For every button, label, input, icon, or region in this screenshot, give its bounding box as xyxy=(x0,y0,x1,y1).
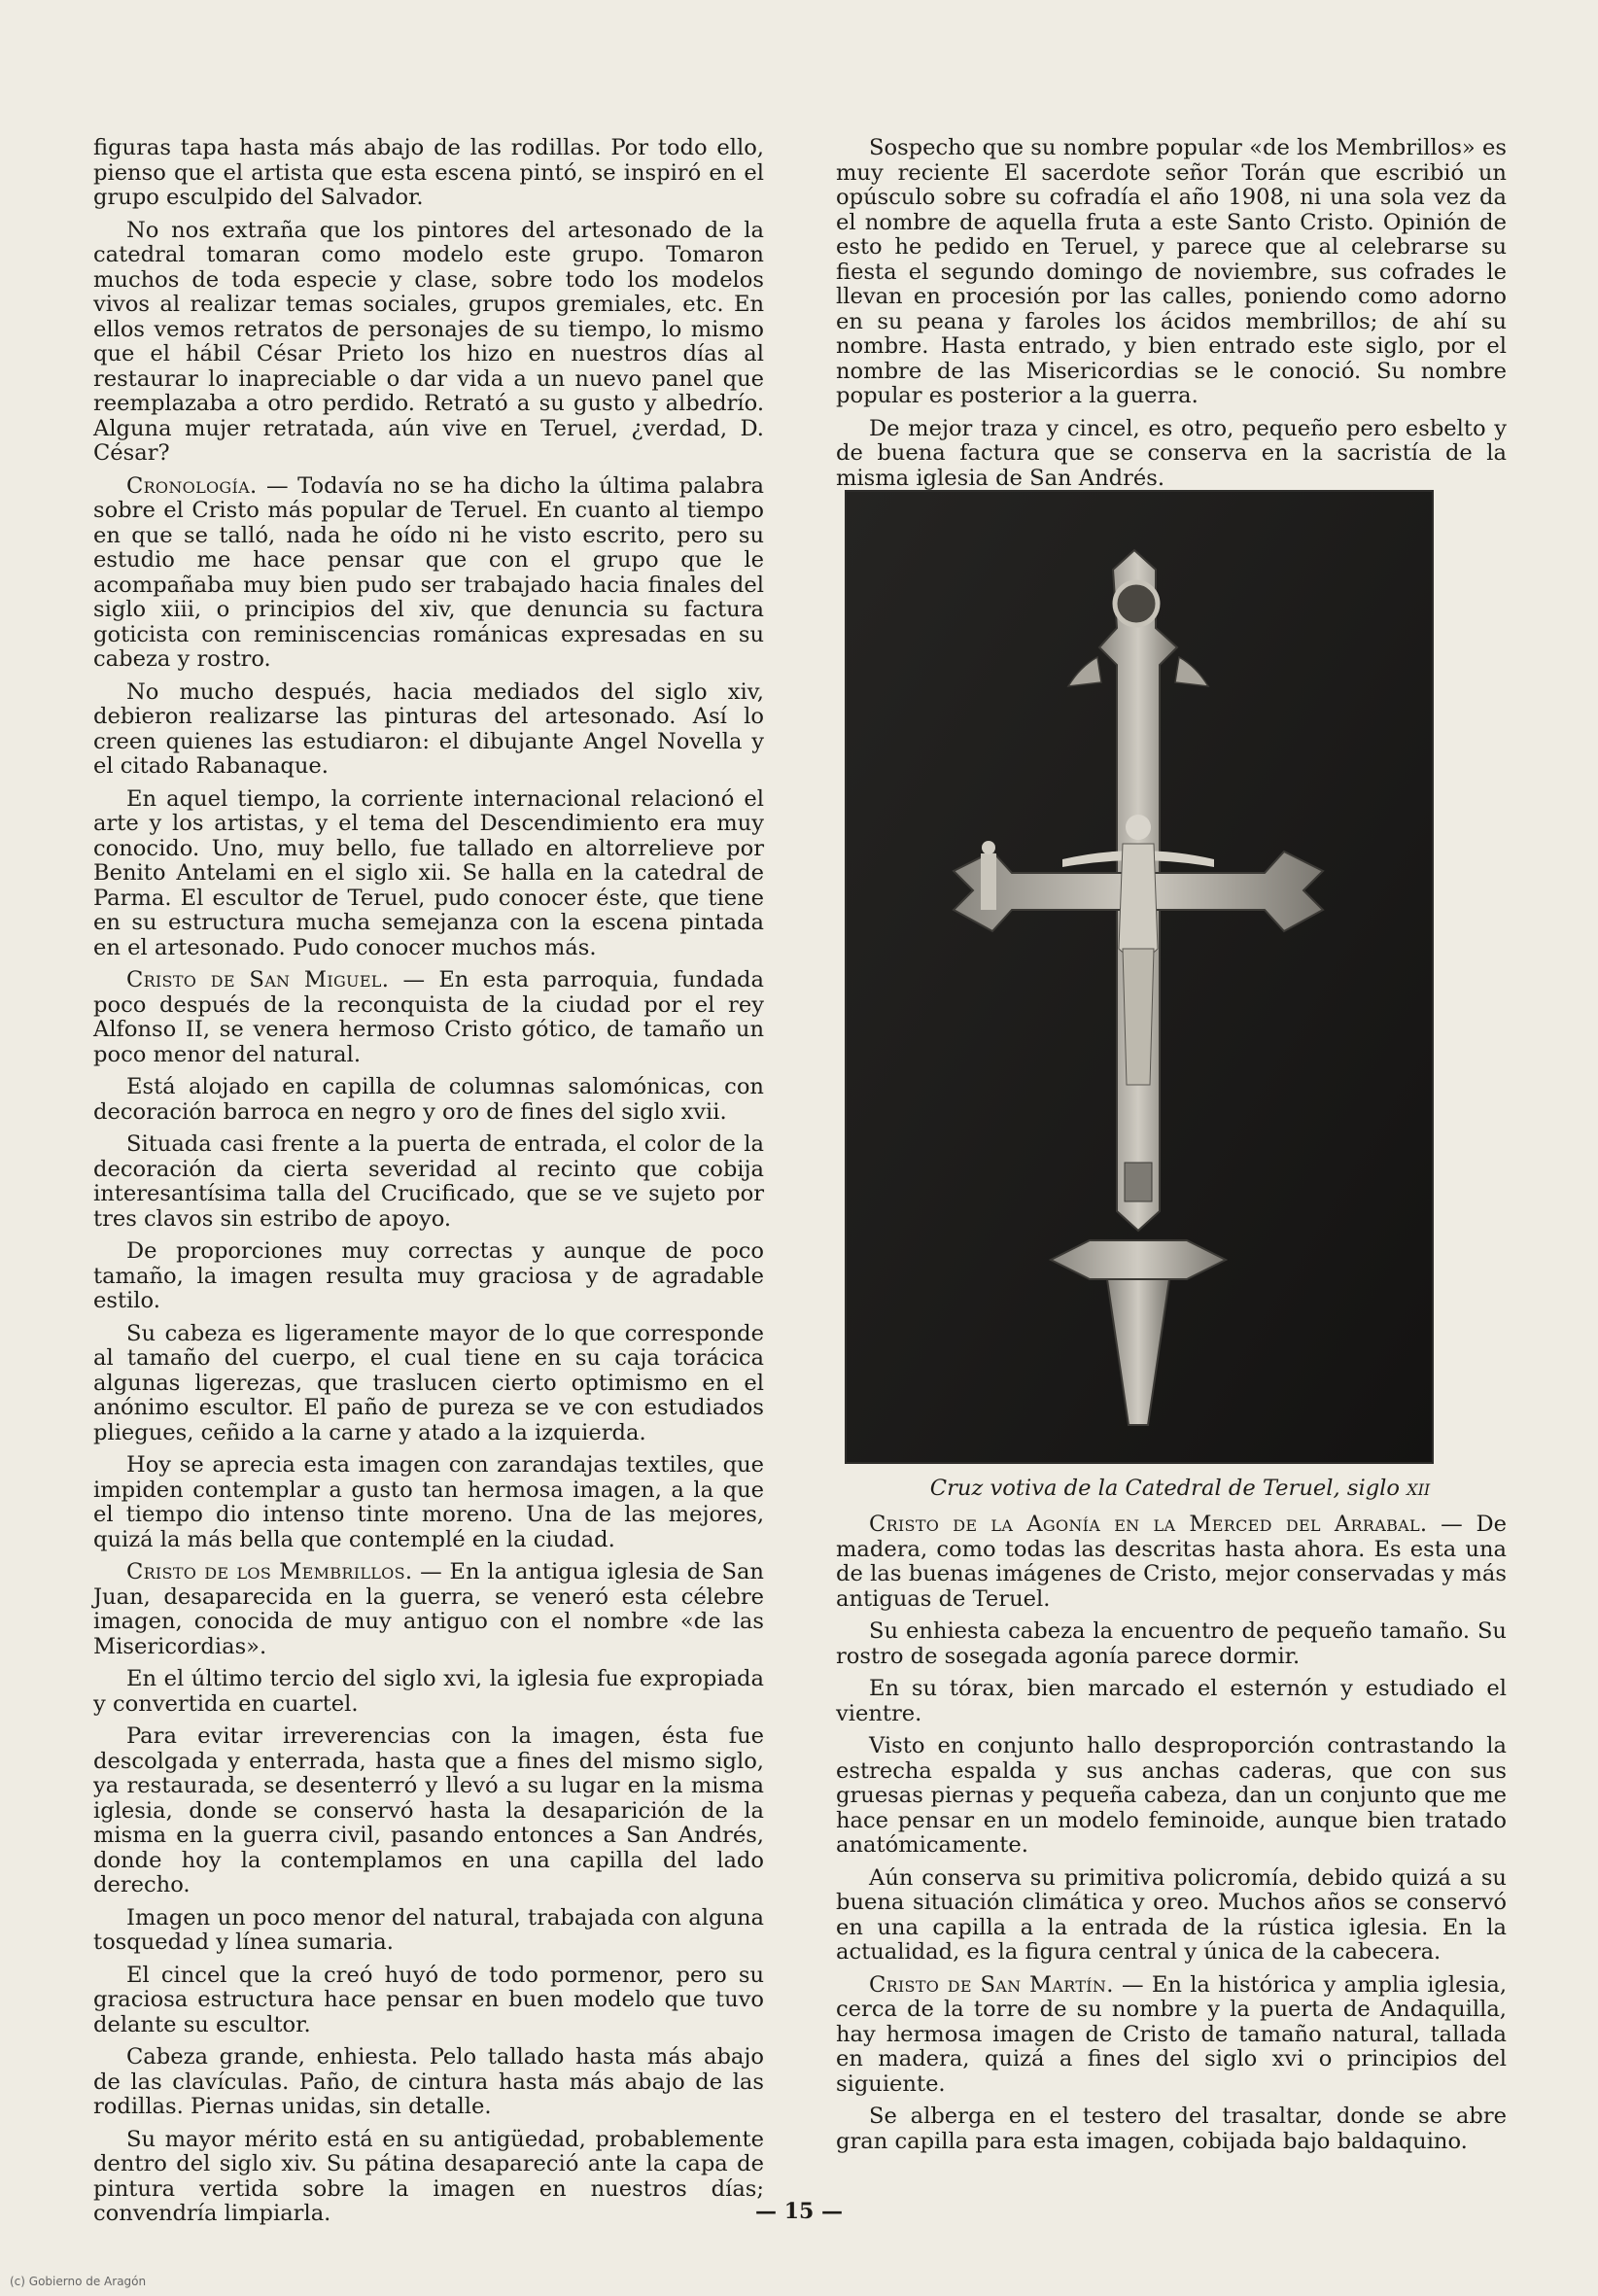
section-heading: Cristo de los Membrillos. xyxy=(126,1559,413,1584)
paragraph-text: Cabeza grande, enhiesta. Pelo tallado hasta más abajo de las clavículas. Paño, de cintura hasta más abajo de las rodillas. Piernas unidas, sin detalle. xyxy=(93,2044,764,2119)
paragraph-text: De proporciones muy correctas y aunque de poco tamaño, la imagen resulta muy graciosa y de agradable estilo. xyxy=(93,1238,764,1313)
paragraph-text: — De madera, como todas las descritas hasta ahora. Es esta una de las buenas imágenes de Cristo, mejor conservadas y más antiguas de Teruel. xyxy=(836,1512,1507,1612)
paragraph-text: Situada casi frente a la puerta de entrada, el color de la decoración da cierta severidad al recinto que cobija interesantísima talla del Crucificado, que se ve sujeto por tres clavos sin estribo de apoyo. xyxy=(93,1131,764,1232)
paragraph-text: — En la antigua iglesia de San Juan, desaparecida en la guerra, se veneró esta célebre imagen, conocida de muy antiguo con el nombre «de las Misericordias». xyxy=(93,1559,764,1659)
section-heading: Cronología. xyxy=(126,472,258,499)
paragraph-text: Para evitar irreverencias con la imagen, ésta fue descolgada y enterrada, hasta que a fines del mismo siglo, ya restaurada, se desenterró y llevó a su lugar en la misma iglesia, donde se conservó hasta la desaparición de la misma en la guerra civil, pasando entonces a San Andrés, donde hoy la contemplamos en una capilla del lado derecho. xyxy=(93,1723,764,1897)
right-column-bottom-paragraph xyxy=(836,1619,1507,1669)
left-column-paragraph xyxy=(93,1322,764,1446)
left-column-paragraph xyxy=(93,787,764,961)
paragraph-text: Su mayor mérito está en su antigüedad, probablemente dentro del siglo xiv. Su pátina desapareció ante la capa de pintura vertida sobre la imagen en nuestros días; convendría limpiarla. xyxy=(93,2126,764,2226)
right-column-bottom-paragraph xyxy=(836,1973,1507,2098)
paragraph-text: — Todavía no se ha dicho la última palabra sobre el Cristo más popular de Teruel. En cuanto al tiempo en que se talló, nada he oído ni he visto escrito, pero su estudio me hace pensar que con el grupo que le acompañaba muy bien pudo ser trabajado hacia finales del siglo xiii, o principios del xiv, que denuncia su factura goticista con reminiscencias románicas expresadas en su cabeza y rostro. xyxy=(93,472,764,672)
paragraph-text: No mucho después, hacia mediados del siglo xiv, debieron realizarse las pinturas del artesonado. Así lo creen quienes las estudiaron: el dibujante Angel Novella y el citado Rabanaque. xyxy=(93,678,764,779)
left-column-paragraph xyxy=(93,1560,764,1659)
left-column-paragraph xyxy=(93,1075,764,1125)
paragraph-text: El cincel que la creó huyó de todo pormenor, pero su graciosa estructura hace pensar en buen modelo que tuvo delante su escultor. xyxy=(93,1962,764,2037)
right-column-top-paragraph xyxy=(836,417,1507,492)
paragraph-text: De mejor traza y cincel, es otro, pequeño pero esbelto y de buena factura que se conserva en la sacristía de la misma iglesia de San Andrés. xyxy=(836,415,1507,491)
right-column-bottom-paragraph xyxy=(836,1513,1507,1612)
paragraph-text: Su cabeza es ligeramente mayor de lo que corresponde al tamaño del cuerpo, el cual tiene en su caja torácica algunas ligerezas, que traslucen cierto optimismo en el anónimo escultor. El paño de pureza se ve con estudiados pliegues, ceñido a la carne y atado a la izquierda. xyxy=(93,1320,764,1445)
paragraph-text: Hoy se aprecia esta imagen con zarandajas textiles, que impiden contemplar a gusto tan hermosa imagen, a la que el tiempo dio intenso tinte moreno. Una de las mejores, quizá la más bella que contemplé en la ciudad. xyxy=(93,1452,764,1552)
right-column-bottom-paragraph xyxy=(836,1866,1507,1966)
left-column-paragraph xyxy=(93,1964,764,2038)
left-column xyxy=(93,136,764,2235)
photo-caption xyxy=(845,1476,1515,1501)
paragraph-text: figuras tapa hasta más abajo de las rodillas. Por todo ello, pienso que el artista que esta escena pintó, se inspiró en el grupo esculpido del Salvador. xyxy=(93,135,764,210)
section-heading: Cristo de San Miguel. xyxy=(126,967,390,992)
left-column-paragraph xyxy=(93,1132,764,1232)
left-column-paragraph xyxy=(93,1667,764,1717)
paragraph-text: Sospecho que su nombre popular «de los Membrillos» es muy reciente El sacerdote señor Torán que escribió un opúsculo sobre su cofradía el año 1908, ni una sola vez da el nombre de aquella fruta a este Santo Cristo. Opinión de esto he pedido en Teruel, y parece que al celebrarse su fiesta el segundo domingo de noviembre, sus cofrades le llevan en procesión por las calles, poniendo como adorno en su peana y faroles los ácidos membrillos; de ahí su nombre. Hasta entrado, y bien entrado este siglo, por el nombre de las Misericordias se le conoció. Su nombre popular es posterior a la guerra. xyxy=(836,135,1507,408)
caption-century: xii xyxy=(1407,1476,1431,1501)
left-column-paragraph xyxy=(93,968,764,1067)
right-column-bottom-paragraph xyxy=(836,1734,1507,1859)
paragraph-text: En aquel tiempo, la corriente internacional relacionó el arte y los artistas, y el tema del Descendimiento era muy conocido. Uno, muy bello, fue tallado en altorrelieve por Benito Antelami en el siglo xii. Se halla en la catedral de Parma. El escultor de Teruel, pudo conocer éste, que tiene en su estructura mucha semejanza con la escena pintada en el artesonado. Pudo conocer muchos más. xyxy=(93,785,764,960)
section-heading: Cristo de la Agonía en la Merced del Arrabal. xyxy=(869,1512,1428,1537)
left-column-paragraph xyxy=(93,1239,764,1314)
cross-photograph xyxy=(845,490,1434,1464)
left-column-paragraph xyxy=(93,1724,764,1898)
paragraph-text: No nos extraña que los pintores del artesonado de la catedral tomaran como modelo este grupo. Tomaron muchos de toda especie y clase, sobre todo los modelos vivos al realizar temas sociales, grupos gremiales, etc. En ellos vemos retratos de personajes de su tiempo, lo mismo que el hábil César Prieto los hizo en nuestros días al restaurar lo inapreciable o dar vida a un nuevo panel que reemplazaba a otro perdido. Retrató a su gusto y albedrío. Alguna mujer retratada, aún vive en Teruel, ¿verdad, D. César? xyxy=(93,217,764,466)
right-column-top-paragraph xyxy=(836,136,1507,409)
paragraph-text: — En esta parroquia, fundada poco después de la reconquista de la ciudad por el rey Alfonso II, se venera hermoso Cristo gótico, de tamaño un poco menor del natural. xyxy=(93,967,764,1067)
right-column-bottom xyxy=(836,1513,1507,2162)
photo-figure xyxy=(845,490,1434,1464)
section-heading: Cristo de San Martín. xyxy=(869,1971,1114,1998)
paragraph-text: Visto en conjunto hallo desproporción contrastando la estrecha espalda y sus anchas caderas, que con sus gruesas piernas y pequeña cabeza, dan un conjunto que me hace pensar en un modelo feminoide, aunque bien tratado anatómicamente. xyxy=(836,1733,1507,1858)
footer-credit: (c) Gobierno de Aragón xyxy=(10,2275,147,2288)
left-column-paragraph xyxy=(93,680,764,780)
paragraph-text: Imagen un poco menor del natural, trabajada con alguna tosquedad y línea sumaria. xyxy=(93,1904,764,1955)
left-column-paragraph xyxy=(93,2045,764,2120)
paragraph-text: En su tórax, bien marcado el esternón y estudiado el vientre. xyxy=(836,1676,1507,1726)
page-number: — 15 — xyxy=(755,2199,843,2224)
paragraph-text: En el último tercio del siglo xvi, la iglesia fue expropiada y convertida en cuartel. xyxy=(93,1666,764,1717)
paragraph-text: Su enhiesta cabeza la encuentro de pequeño tamaño. Su rostro de sosegada agonía parece dormir. xyxy=(836,1618,1507,1669)
paragraph-text: Aún conserva su primitiva policromía, debido quizá a su buena situación climática y oreo. Muchos años se conservó en una capilla a la entrada de la rústica iglesia. En la actualidad, es la figura central y única de la cabecera. xyxy=(836,1864,1507,1965)
left-column-paragraph xyxy=(93,219,764,467)
caption-text: Cruz votiva de la Catedral de Teruel, siglo xyxy=(929,1476,1400,1501)
left-column-paragraph xyxy=(93,136,764,211)
right-column-top xyxy=(836,136,1507,499)
paragraph-text: Se alberga en el testero del trasaltar, donde se abre gran capilla para esta imagen, cobijada bajo baldaquino. xyxy=(836,2104,1507,2154)
right-column-bottom-paragraph xyxy=(836,2105,1507,2154)
left-column-paragraph xyxy=(93,1453,764,1552)
paragraph-text: Está alojado en capilla de columnas salomónicas, con decoración barroca en negro y oro de fines del siglo xvii. xyxy=(93,1074,764,1125)
left-column-paragraph xyxy=(93,1906,764,1956)
right-column-bottom-paragraph xyxy=(836,1677,1507,1726)
left-column-paragraph xyxy=(93,474,764,673)
paragraph-text: — En la histórica y amplia iglesia, cerca de la torre de su nombre y la puerta de Andaquilla, hay hermosa imagen de Cristo de tamaño natural, tallada en madera, quizá a fines del siglo xvi o principios del siguiente. xyxy=(836,1971,1508,2097)
